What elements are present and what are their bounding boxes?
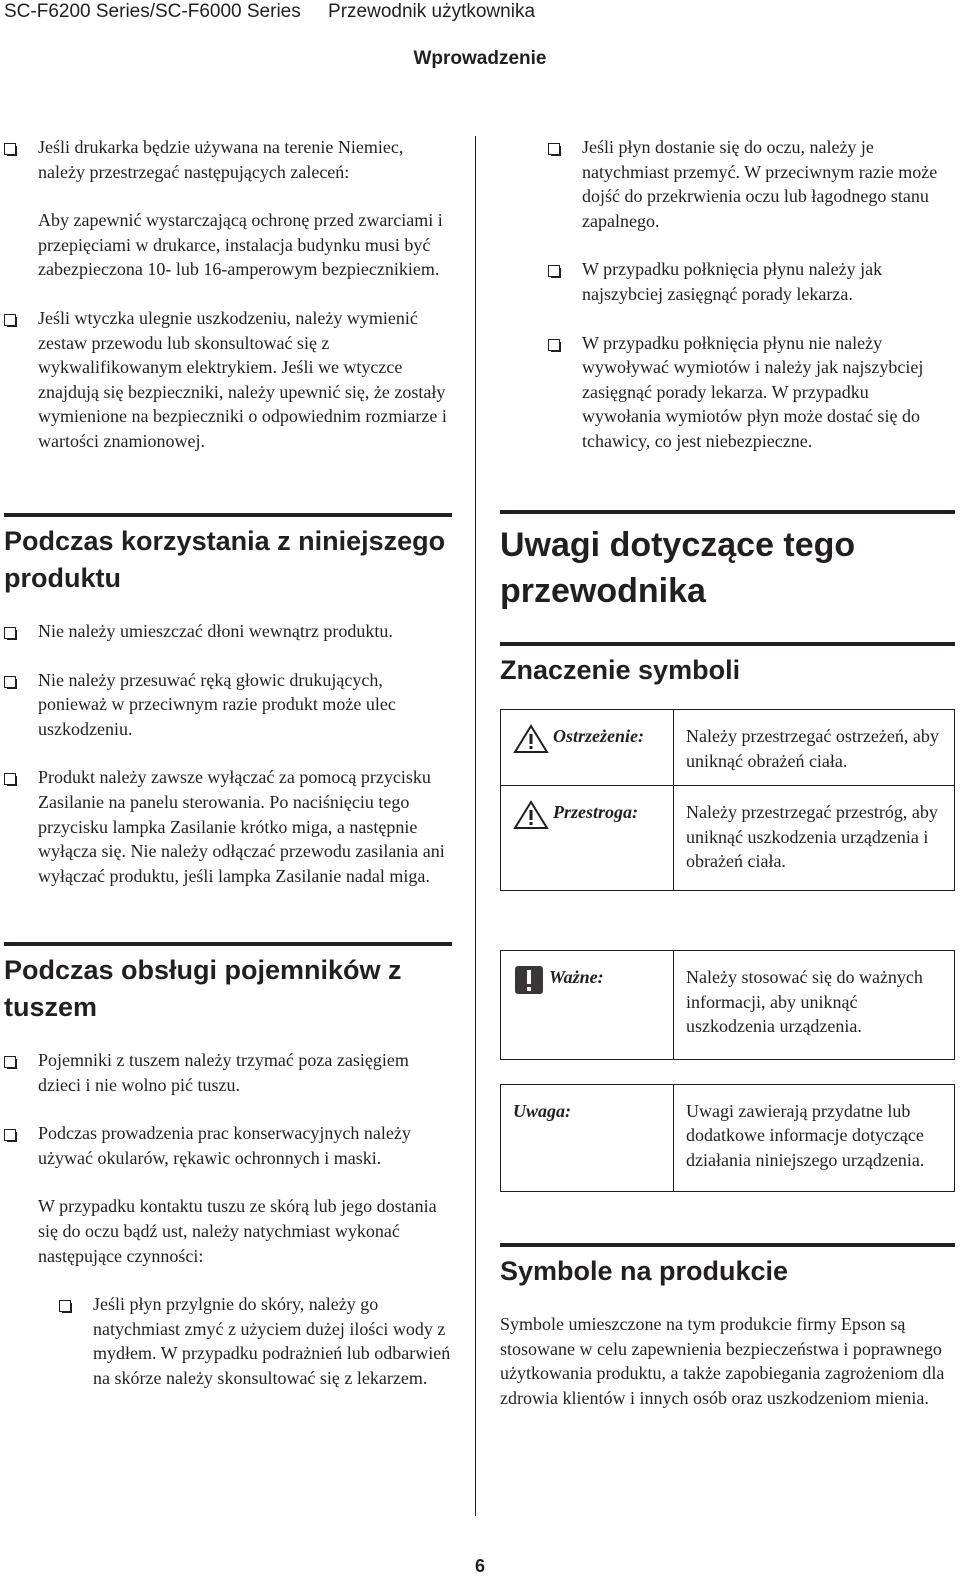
list-item: Jeśli płyn dostanie się do oczu, należy je natychmiast przemyć. W przeciwnym razie może dojść do przekrwienia oczu lub łagodnego stanu zapalnego. (548, 135, 948, 233)
page-number: 6 (474, 1556, 485, 1576)
left-column (4, 135, 452, 454)
symbols-table-2 (500, 950, 955, 1060)
germany-note: Aby zapewnić wystarczającą ochronę przed zwarciami i przepięciami w drukarce, instalacja budynku musi być zabezpieczona 10- lub 16-amperowym bezpiecznikiem. (38, 210, 443, 280)
table-row (501, 786, 955, 891)
symbol-key-cell (501, 1084, 674, 1191)
product-symbols-text: Symbole umieszczone na tym produkcie firmy Epson są stosowane w celu zapewnienia bezpieczeństwa i poprawnego użytkowania produktu, a także zapobiegania zagrożeniom dla zdrowia klientów i innych osób oraz uszkodzeniom mienia. (500, 1314, 945, 1408)
contact-sublist (4, 1292, 452, 1390)
symbols-table-3 (500, 1084, 955, 1192)
section-heading: Podczas korzystania z niniejszego produktu (4, 513, 452, 597)
symbol-description: Należy przestrzegać przestróg, aby uniknąć uszkodzenia urządzenia i obrażeń ciała. (674, 786, 955, 891)
checkbox-bullet-icon (4, 1129, 16, 1141)
symbols-heading: Znaczenie symboli (500, 642, 955, 689)
column-divider (475, 136, 476, 1516)
notes-section (500, 510, 955, 892)
symbol-key-label: Uwaga: (513, 1100, 571, 1121)
plug-list (4, 306, 452, 454)
checkbox-bullet-icon (548, 265, 560, 277)
list-item: Jeśli wtyczka ulegnie uszkodzeniu, należy wymienić zestaw przewodu lub skonsultować się z wykwalifikowanym elektrykiem. Jeśli we wtyczce znajdują się bezpieczniki, należy upewnić się, że zostały wymienione na bezpieczniki o odpowiednim rozmiarze i wartości znamionowej. (4, 306, 452, 454)
symbol-description: Należy stosować się do ważnych informacji, aby uniknąć uszkodzenia urządzenia. (674, 951, 955, 1060)
checkbox-bullet-icon (59, 1300, 71, 1312)
symbol-key-label: Ostrzeżenie: (553, 726, 644, 746)
checkbox-bullet-icon (4, 627, 16, 639)
notes-section-2 (500, 950, 955, 1192)
list-item: Jeśli płyn przylgnie do skóry, należy go natychmiast zmyć z użyciem dużej ilości wody z mydłem. W przypadku podrażnień lub odbarwień na skórze należy skonsultować się z lekarzem. (59, 1292, 452, 1390)
symbol-key-label: Ważne: (549, 967, 604, 987)
list-item: Nie należy umieszczać dłoni wewnątrz produktu. (4, 619, 452, 644)
symbol-key-cell (501, 786, 674, 891)
symbols-table-1 (500, 709, 955, 891)
symbol-key-cell (501, 951, 674, 1060)
symbol-key-label: Przestroga: (553, 802, 638, 823)
header-series: SC-F6200 Series/SC-F6000 Series (4, 1, 301, 22)
product-symbols-section (500, 1243, 955, 1410)
symbol-key-cell (501, 710, 674, 786)
checkbox-bullet-icon (4, 314, 16, 326)
list-item: Nie należy przesuwać ręką głowic drukujących, ponieważ w przeciwnym razie produkt może ulec uszkodzeniu. (4, 668, 452, 742)
list-item: Produkt należy zawsze wyłączać za pomocą przycisku Zasilanie na panelu sterowania. Po naciśnięciu tego przycisku lampka Zasilanie krótko miga, a następnie wyłącza się. Nie należy odłączać przewodu zasilania ani wyłączać produktu, jeśli lampka Zasilanie nadal miga. (4, 765, 452, 888)
section-heading: Podczas obsługi pojemników z tuszem (4, 942, 452, 1026)
using-product-section (4, 513, 452, 888)
germany-list (4, 135, 452, 184)
table-row (501, 1084, 955, 1191)
table-row (501, 951, 955, 1060)
using-product-list (4, 619, 452, 888)
ink-section (4, 942, 452, 1391)
running-header (4, 0, 557, 24)
list-item: W przypadku połknięcia płynu należy jak najszybciej zasięgnąć porady lekarza. (548, 257, 948, 306)
first-aid-list (548, 135, 948, 454)
ink-list (4, 1048, 452, 1170)
section-heading: Symbole na produkcie (500, 1243, 955, 1290)
section-title: Wprowadzenie (413, 48, 547, 69)
list-item: Pojemniki z tuszem należy trzymać poza zasięgiem dzieci i nie wolno pić tuszu. (4, 1048, 452, 1097)
symbol-description: Uwagi zawierają przydatne lub dodatkowe informacje dotyczące działania niniejszego urządzenia. (674, 1084, 955, 1191)
table-row (501, 710, 955, 786)
checkbox-bullet-icon (4, 676, 16, 688)
warning-triangle-icon (513, 800, 549, 830)
checkbox-bullet-icon (548, 339, 560, 351)
header-guide-title: Przewodnik użytkownika (328, 1, 536, 22)
warning-triangle-icon (513, 724, 549, 754)
exclamation-box-icon (513, 965, 545, 995)
right-top-list-wrap (548, 135, 948, 454)
checkbox-bullet-icon (548, 143, 560, 155)
checkbox-bullet-icon (4, 773, 16, 785)
list-item: Jeśli drukarka będzie używana na terenie Niemiec, należy przestrzegać następujących zaleceń: (4, 135, 452, 184)
checkbox-bullet-icon (4, 143, 16, 155)
contact-intro: W przypadku kontaktu tuszu ze skórą lub jego dostania się do oczu bądź ust, należy natychmiast wykonać następujące czynności: (38, 1196, 437, 1266)
chapter-heading: Uwagi dotyczące tego przewodnika (500, 510, 955, 614)
list-item: W przypadku połknięcia płynu nie należy wywoływać wymiotów i należy jak najszybciej zasięgnąć porady lekarza. W przypadku wywołania wymiotów płyn może dostać się do tchawicy, co jest niebezpieczne. (548, 331, 948, 454)
separator (500, 891, 955, 892)
symbol-description: Należy przestrzegać ostrzeżeń, aby uniknąć obrażeń ciała. (674, 710, 955, 786)
list-item: Podczas prowadzenia prac konserwacyjnych należy używać okularów, rękawic ochronnych i maski. (4, 1121, 452, 1170)
checkbox-bullet-icon (4, 1056, 16, 1068)
